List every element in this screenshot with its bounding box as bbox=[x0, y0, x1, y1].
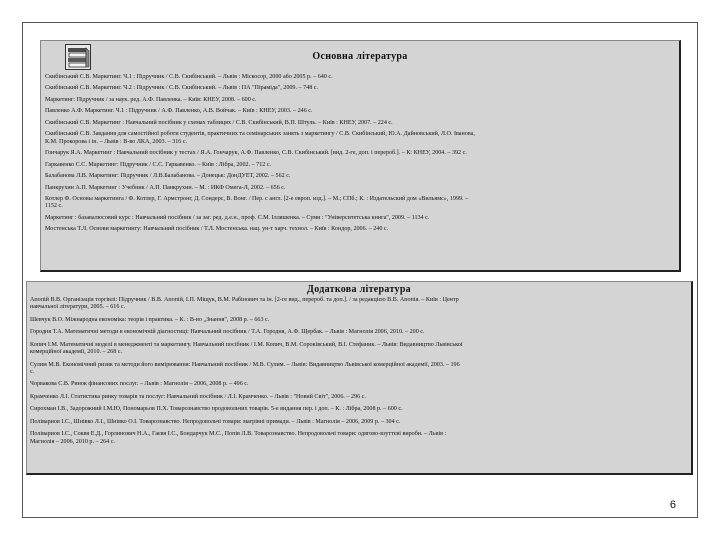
list-item: Городня Т.А. Математичні методи в економічній діагностиці: Навчальний посібник / Т.А. Городня, А.Ф. Щербак. – Львів : Магнолія 2006, 2010. – 200 с. bbox=[30, 329, 425, 336]
main-literature-list bbox=[45, 74, 673, 238]
extra-literature-panel bbox=[26, 281, 693, 475]
list-item: Павленко А.Ф. Маркетинг. Ч.1 : Підручник / А.Ф. Павленко, А.В. Войчак. – Київ : КНЕУ, 2003. – 246 с. bbox=[45, 108, 313, 115]
page-number: 6 bbox=[669, 499, 676, 511]
list-item: Сулим М.В. Економічний ризик та методи його вимірювання: Навчальний посібник / М.В. Сулим. – Львів: Видавництво Львівської комерційної академії, 2003. – 196 с. bbox=[30, 361, 460, 375]
list-item: Полівариов І.С., Шнівко Л.І., Шнівко О.І. Товарознавство. Непродовольчі товари: магрівні примади. – Львів : Магнолія – 2006, 2009 р. – 304 с. bbox=[30, 418, 401, 425]
list-item: Шевчук В.О. Міжнародна економіка: теорія і практика. – К. : В-во „Знання", 2008 р. – 663 с. bbox=[30, 316, 270, 323]
list-item: Копич І.М. Математичні моделі в менеджменті та маркетингу. Навчальний посібник / І.М. Копич, В.М. Сороківський, В.І. Стефаник. – Львів: Видавництво Львівської комерційної академії, 2010. – 268 с. bbox=[30, 341, 463, 356]
list-item: Крамченко Л.І. Статистика ринку товарів та послуг: Навчальний посібник / Л.І. Крамченко. – Львів : "Новий Світ", 2006. – 296 с. bbox=[30, 393, 366, 400]
list-item: Панкрухин А.П. Маркетинг : Учебник / А.П. Панкрухин. – М. : ИКФ Омега-Л, 2002. – 656 с. bbox=[45, 184, 286, 191]
list-item: Апопій В.В. Організація торгівлі: Підручник / В.В. Апопій, І.П. Міщук, В.М. Рабінович та ін. [2-ге вид., перероб. та доп.]. / за редакцією В.В. Апопія. – Київ : Центр навчальної літератури, 2005. – 616 с. bbox=[30, 297, 459, 311]
list-item: Чорвакова С.В. Ринок фінансових послуг. – Львів : Магнолія – 2006, 2008 р. – 496 с. bbox=[30, 381, 249, 388]
list-item: Скибінський С.В. Маркетинг. Ч.1 : Підручник / С.В. Скибінський. – Львів : Міскосор, 2000 або 2005 р. – 640 с. bbox=[45, 74, 333, 80]
list-item: Скибінський С.В. Маркетинг : Навчальний посібник у схемах таблицях / С.В. Скибінський, В.П. Штуль. – Київ : КНЕУ, 2007. – 224 с. bbox=[45, 119, 393, 126]
list-item: Полівариов І.С., Соквя Е.Д., Горлинович Н.А., Гаєвя І.С., Бондарчук М.С., Попів Л.В. Товарознавство. Непродовольчі товари: одягово-взуттєві вироби. – Львів : Магнолія – 2006, 2010 р. – 264 с. bbox=[30, 431, 447, 445]
list-item: Котлер Ф. Основы маркетинга / Ф. Котлер, Г. Армстронг, Д. Сондерс, В. Вонг. / Пер. с англ. [2-е европ. изд.]. – М.; СПб.; К. : Издательский дом «Вильямс», 1999. – 1152 с. bbox=[45, 196, 469, 210]
extra-literature-list bbox=[30, 297, 683, 451]
list-item: Маркетинг : базавалюсовий курс : Навчальний посібник / за заг. ред. д.е.н., проф. С.М. Ілляшенка. – Суми : "Університетська книга", 2009. – 1134 с. bbox=[45, 214, 430, 221]
list-item: Гончарук Я.А. Маркетинг : Навчальний посібник у тестах / Я.А. Гончарук, А.Ф. Павленко, С.В. Скибінський. [вид. 2-ге, доп. і перероб.]. – К: КНЕУ, 2004. – 392 с. bbox=[45, 150, 467, 157]
list-item: Сирохман І.В., Задорожний І.М.Ю, Пономарьов П.Х. Товарознавство продовольчих товарів. 5-е видання пер. і доп. – К. : Лібра, 2008 р. – 600 с. bbox=[30, 406, 403, 413]
list-item: Скибінський С.В. Маркетинг. Ч.2 : Підручник / С.В. Скибінський. – Львів : ПА "Піраміда", 2009. – 748 с. bbox=[45, 85, 318, 92]
list-item: Гаркавенко С.С. Маркетинг: Підручник / С.С. Гаркавенко. – Київ : Лібра, 2002. – 712 с. bbox=[45, 161, 272, 168]
list-item: Мостенська Т.Л. Основи маркетингу: Навчальний посібник / Т.Л. Мостенська. нац. ун-т харч. технол. – Київ : Кондор, 2006. – 240 с. bbox=[45, 226, 389, 233]
list-item: Скибінський С.В. Завдання для самостійної роботи студентів, практичних та семінарських занять з маркетингу / С.В. Скибінський, Ю.А. Дайновський, Л.О. Іванова, К.М. Прокорова і ін. – Львів : В-во ЛКА, 2003. – 316 с. bbox=[45, 131, 475, 145]
main-literature-panel bbox=[40, 40, 681, 272]
list-item: Балабанова Л.В. Маркетинг: Підручник / Л.В.Балабанова. – Донецьк: ДонДУЕТ, 2002. – 562 с. bbox=[45, 173, 291, 180]
list-item: Маркетинг: Підручник / за наук. ред. А.Ф. Павленка. – Київ: КНЕУ, 2008. – 600 с. bbox=[45, 96, 257, 103]
main-literature-heading: Основна література bbox=[312, 51, 408, 62]
extra-literature-heading: Додаткова література bbox=[307, 284, 411, 295]
